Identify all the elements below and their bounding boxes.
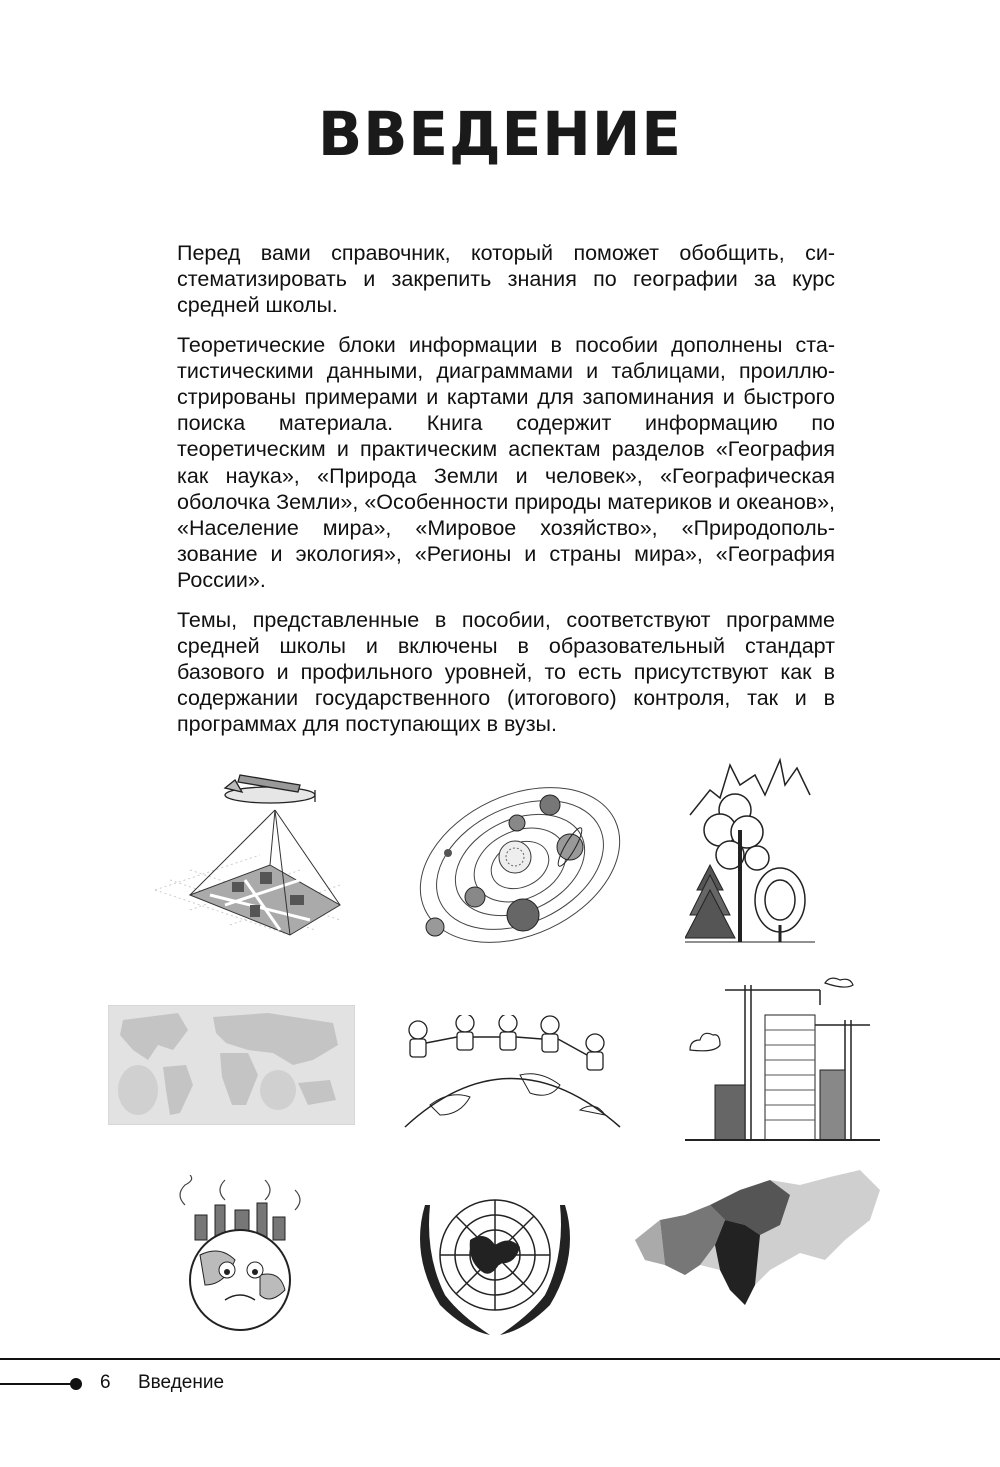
construction-illustration	[685, 975, 880, 1145]
body-text	[177, 240, 835, 751]
nature-trees-illustration	[685, 750, 815, 945]
polluted-earth-illustration	[165, 1175, 315, 1335]
people-on-earth-illustration	[400, 1015, 625, 1130]
paragraph-3: Темы, представленные в пособии, соответствуют программе средней школы и включены в образовательный стандарт базового и профильного уровней, то есть присутствуют как в содержании государственного (итогового) контроля, так и в программах для поступающих в вузы.	[177, 607, 835, 737]
un-emblem-illustration	[410, 1185, 580, 1340]
footer-rule	[0, 1383, 75, 1385]
paragraph-2: Теоретические блоки информации в пособии дополнены статистическими данными, диаграммами и таблицами, проиллюстрированы примерами и картами для запоминания и быстрого поиска материала. Книга содержит информацию по теоретическим и практическим аспектам разделов «География как наука», «Природа Земли и человек», «Географическая оболочка Земли», «Особенности природы материков и океанов», «Население мира», «Мировое хозяйство», «Природопользование и экология», «Регионы и страны мира», «География России».	[177, 332, 835, 593]
footer-divider	[0, 1358, 1000, 1360]
page-number: 6	[100, 1372, 111, 1393]
page-title: ВВЕДЕНИЕ	[317, 98, 682, 170]
footer-bullet-icon	[70, 1378, 82, 1390]
aerial-survey-illustration	[150, 770, 360, 940]
world-map-illustration	[108, 1005, 355, 1125]
running-head: Введение	[138, 1372, 225, 1393]
russia-map-illustration	[630, 1165, 885, 1310]
paragraph-1: Перед вами справочник, который поможет обобщить, систематизировать и закрепить знания по географии за курс средней школы.	[177, 241, 835, 318]
solar-system-illustration	[415, 785, 630, 945]
